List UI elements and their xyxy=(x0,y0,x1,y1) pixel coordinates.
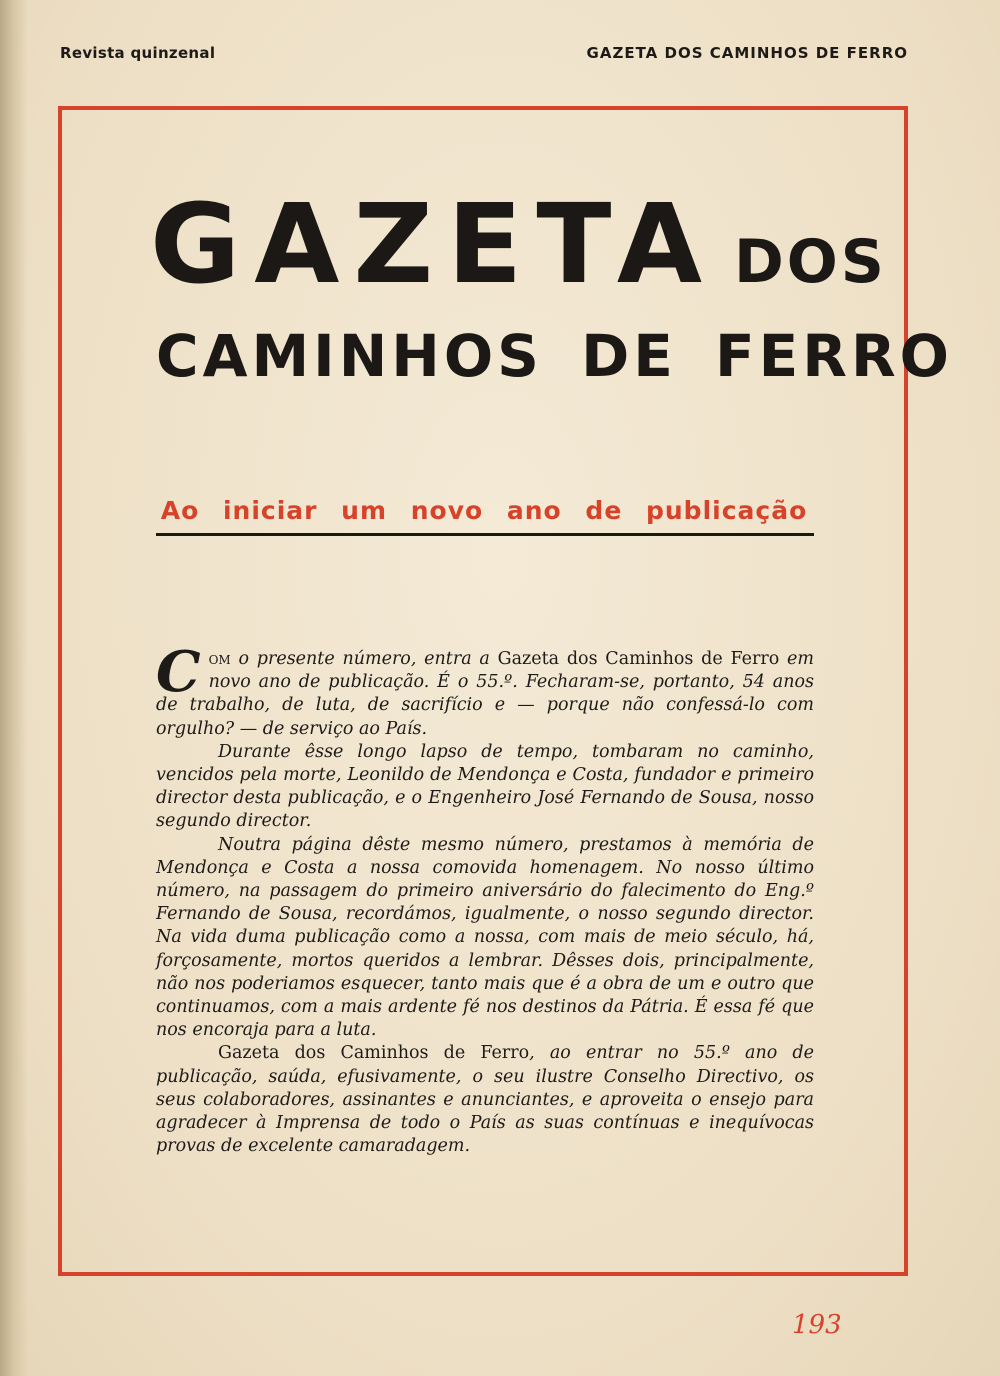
headline-underline xyxy=(156,533,814,536)
masthead-word-gazeta: GAZETA xyxy=(150,180,716,308)
publication-name: Gazeta dos Caminhos de Ferro xyxy=(497,649,780,669)
smallcaps-lead: om xyxy=(208,649,231,669)
article-paragraph-2: Durante êsse longo lapso de tempo, tombaram no caminho, vencidos pela morte, Leonildo de Mendonça e Costa, fundador e primeiro director desta publicação, e o Engenheiro José Fernando de Sousa, nosso segundo director. xyxy=(156,741,814,832)
paragraph-4-text: , ao entrar no 55.º ano de publicação, saúda, efusivamente, o seu ilustre Conselho Directivo, os seus colaboradores, assinantes e anunciantes, e aproveita o ensejo para agradecer à Imprensa de todo o País as suas contínuas e inequívocas provas de excelente camaradagem. xyxy=(156,1043,814,1157)
paragraph-1-text-a: o presente número, entra a xyxy=(230,649,498,669)
running-header-right: GAZETA DOS CAMINHOS DE FERRO xyxy=(586,44,908,62)
paragraph-1-text-b: em novo ano de publicação. É o 55.º. Fecharam-se, portanto, 54 anos de trabalho, de luta, de sacrifício e — porque não confessá-lo com orgulho? — de serviço ao País. xyxy=(156,649,814,739)
masthead-title xyxy=(150,180,887,308)
article-paragraph-4 xyxy=(156,1042,814,1158)
masthead-subtitle-line: CAMINHOS DE FERRO xyxy=(156,322,953,390)
publication-name: Gazeta dos Caminhos de Ferro xyxy=(218,1043,530,1064)
masthead-word-dos: DOS xyxy=(733,227,887,297)
article-paragraph-3: Noutra página dêste mesmo número, prestamos à memória de Mendonça e Costa a nossa comovida homenagem. No nosso último número, na passagem do primeiro aniversário do falecimento do Eng.º Fernando de Sousa, recordámos, igualmente, o nosso segundo director. Na vida duma publicação como a nossa, com mais de meio século, há, forçosamente, mortos queridos a lembrar. Dêsses dois, principalmente, não nos poderiamos esquecer, tanto mais que é a obra de um e outro que continuamos, com a mais ardente fé nos destinos da Pátria. É essa fé que nos encoraja para a luta. xyxy=(156,834,814,1041)
article-paragraph-1 xyxy=(156,639,814,741)
article-headline: Ao iniciar um novo ano de publicação xyxy=(160,496,808,525)
binding-shadow xyxy=(0,0,28,1376)
article-body xyxy=(156,639,814,1158)
page-number: 193 xyxy=(792,1310,842,1340)
running-header-left: Revista quinzenal xyxy=(60,44,216,62)
drop-cap: C xyxy=(156,639,201,705)
